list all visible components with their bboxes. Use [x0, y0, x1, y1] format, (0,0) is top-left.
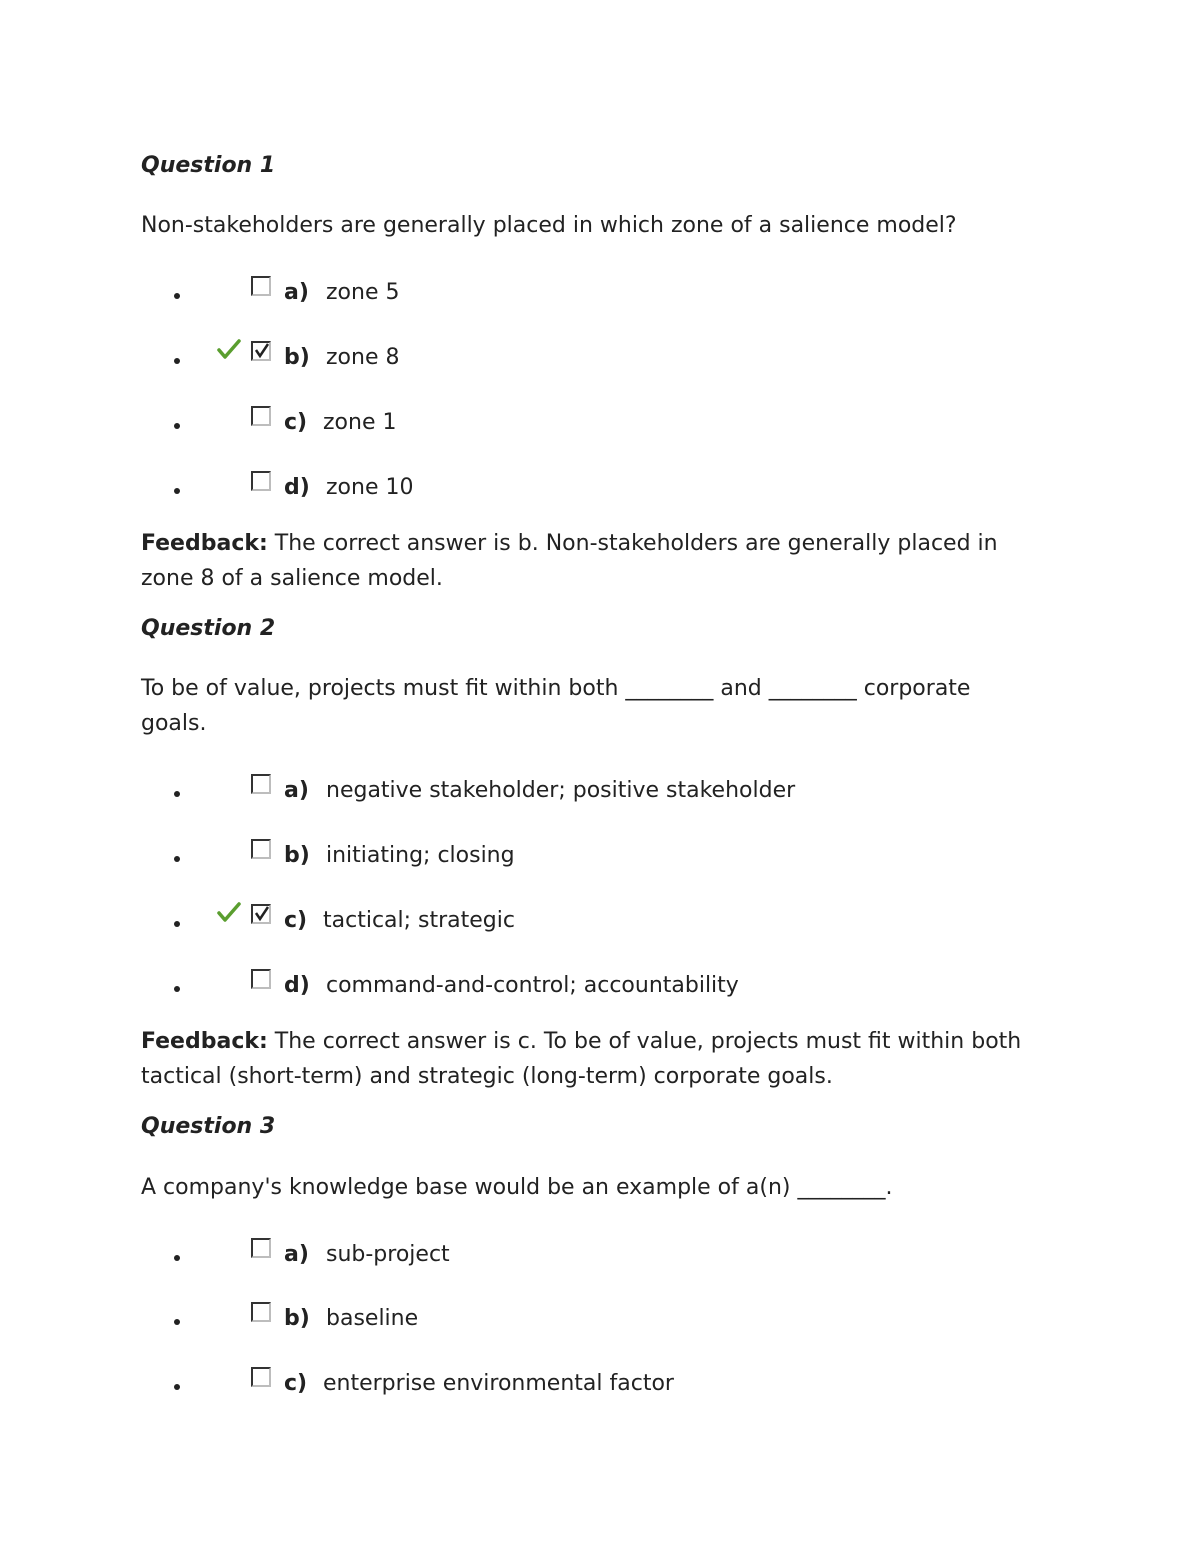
question-2-feedback: [141, 1024, 1036, 1094]
question-2-title: Question 2: [141, 616, 276, 641]
question-3-title: Question 3: [141, 1114, 276, 1139]
option-letter: c): [284, 410, 308, 435]
checkbox[interactable]: [251, 406, 271, 426]
option-letter: a): [284, 778, 309, 803]
checkbox[interactable]: [251, 839, 271, 859]
question-2-option-b[interactable]: [141, 843, 1021, 883]
option-text: tactical; strategic: [323, 908, 515, 933]
question-1-option-c[interactable]: [141, 410, 1021, 450]
bullet: [174, 791, 180, 797]
checkbox-checked[interactable]: [251, 341, 271, 361]
question-2-text: To be of value, projects must fit within both ________ and ________ corporate goals.: [141, 676, 971, 736]
checkbox[interactable]: [251, 1302, 271, 1322]
option-text: zone 5: [326, 280, 400, 305]
bullet: [174, 488, 180, 494]
bullet: [174, 1255, 180, 1261]
option-text: initiating; closing: [326, 843, 515, 868]
bullet: [174, 986, 180, 992]
option-letter: d): [284, 475, 310, 500]
question-3-option-b[interactable]: [141, 1306, 1021, 1346]
option-letter: b): [284, 843, 310, 868]
option-text: zone 8: [326, 345, 400, 370]
bullet: [174, 1319, 180, 1325]
question-1-option-d[interactable]: [141, 475, 1021, 515]
option-letter: d): [284, 973, 310, 998]
checkbox[interactable]: [251, 1238, 271, 1258]
question-3-option-c[interactable]: [141, 1371, 1021, 1411]
question-3-option-a[interactable]: [141, 1242, 1021, 1282]
checkbox[interactable]: [251, 774, 271, 794]
option-letter: b): [284, 345, 310, 370]
question-2-option-a[interactable]: [141, 778, 1021, 818]
question-2-option-c[interactable]: [141, 908, 1021, 948]
option-letter: a): [284, 280, 309, 305]
question-1-feedback: [141, 526, 1036, 596]
checkbox[interactable]: [251, 969, 271, 989]
bullet: [174, 423, 180, 429]
option-text: command-and-control; accountability: [326, 973, 739, 998]
bullet: [174, 358, 180, 364]
option-text: negative stakeholder; positive stakeholder: [326, 778, 796, 803]
correct-check-icon: [217, 902, 241, 924]
checkbox[interactable]: [251, 471, 271, 491]
option-text: zone 10: [326, 475, 414, 500]
option-letter: a): [284, 1242, 309, 1267]
option-text: enterprise environmental factor: [323, 1371, 674, 1396]
question-1-option-b[interactable]: [141, 345, 1021, 385]
feedback-label: Feedback:: [141, 531, 268, 556]
question-1-title: Question 1: [141, 153, 276, 178]
option-letter: c): [284, 908, 308, 933]
option-text: baseline: [326, 1306, 419, 1331]
question-1-text: Non-stakeholders are generally placed in which zone of a salience model?: [141, 213, 957, 238]
bullet: [174, 1384, 180, 1390]
bullet: [174, 293, 180, 299]
correct-check-icon: [217, 339, 241, 361]
bullet: [174, 921, 180, 927]
feedback-text: The correct answer is c. To be of value, projects must fit within both tactical (short-term) and strategic (long-term) corporate goals.: [141, 1029, 1022, 1089]
question-3-text: A company's knowledge base would be an example of a(n) ________.: [141, 1175, 893, 1200]
option-letter: c): [284, 1371, 308, 1396]
feedback-label: Feedback:: [141, 1029, 268, 1054]
option-text: sub-project: [326, 1242, 450, 1267]
checkbox-checked[interactable]: [251, 904, 271, 924]
question-1-option-a[interactable]: [141, 280, 1021, 320]
checkbox[interactable]: [251, 1367, 271, 1387]
checkbox[interactable]: [251, 276, 271, 296]
bullet: [174, 856, 180, 862]
feedback-text: The correct answer is b. Non-stakeholders are generally placed in zone 8 of a salience model.: [141, 531, 998, 591]
question-2-option-d[interactable]: [141, 973, 1021, 1013]
option-text: zone 1: [323, 410, 397, 435]
option-letter: b): [284, 1306, 310, 1331]
